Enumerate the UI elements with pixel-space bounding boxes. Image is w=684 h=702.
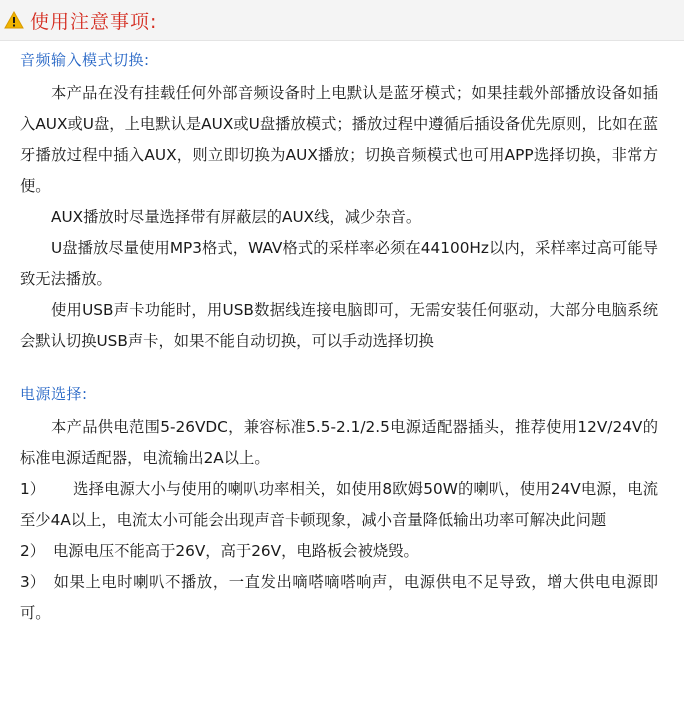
notice-content <box>0 41 684 629</box>
paragraph-power-intro: 本产品供电范围5-26VDC，兼容标准5.5-2.1/2.5电源适配器插头，推荐使用12V/24V的标准电源适配器，电流输出2A以上。 <box>20 418 658 467</box>
list-item <box>20 536 658 567</box>
section-title-power: 电源选择: <box>20 385 88 403</box>
section-title-audio-input: 音频输入模式切换: <box>20 51 150 69</box>
paragraph-usb-drive-tip: U盘播放尽量使用MP3格式，WAV格式的采样率必须在44100Hz以内，采样率过高可能导致无法播放。 <box>20 239 658 288</box>
list-item <box>20 474 658 536</box>
notice-header <box>0 0 684 41</box>
list-item-number: 3） <box>20 573 46 591</box>
paragraph-aux-tip: AUX播放时尽量选择带有屏蔽层的AUX线，减少杂音。 <box>51 208 422 226</box>
list-item-text: 选择电源大小与使用的喇叭功率相关，如使用8欧姆50W的喇叭，使用24V电源，电流至少4A以上，电流太小可能会出现声音卡顿现象，减小音量降低输出功率可解决此问题 <box>20 480 658 529</box>
list-item <box>20 567 658 629</box>
paragraph-usb-soundcard: 使用USB声卡功能时，用USB数据线连接电脑即可，无需安装任何驱动，大部分电脑系统会默认切换USB声卡，如果不能自动切换，可以手动选择切换 <box>20 301 658 350</box>
list-item-number: 2） <box>20 542 46 560</box>
list-item-text: 如果上电时喇叭不播放，一直发出嘀嗒嘀嗒响声，电源供电不足导致，增大供电电源即可。 <box>20 573 658 622</box>
notice-title: 使用注意事项: <box>30 10 158 33</box>
list-item-number: 1） <box>20 480 46 498</box>
paragraph-default-mode: 本产品在没有挂载任何外部音频设备时上电默认是蓝牙模式；如果挂载外部播放设备如插入AUX或U盘，上电默认是AUX或U盘播放模式；播放过程中遵循后插设备优先原则，比如在蓝牙播放过程中插入AUX，则立即切换为AUX播放；切换音频模式也可用APP选择切换，非常方便。 <box>20 84 658 195</box>
list-item-text: 电源电压不能高于26V，高于26V，电路板会被烧毁。 <box>53 542 419 560</box>
section-spacer <box>20 357 658 381</box>
warning-icon <box>4 11 24 29</box>
